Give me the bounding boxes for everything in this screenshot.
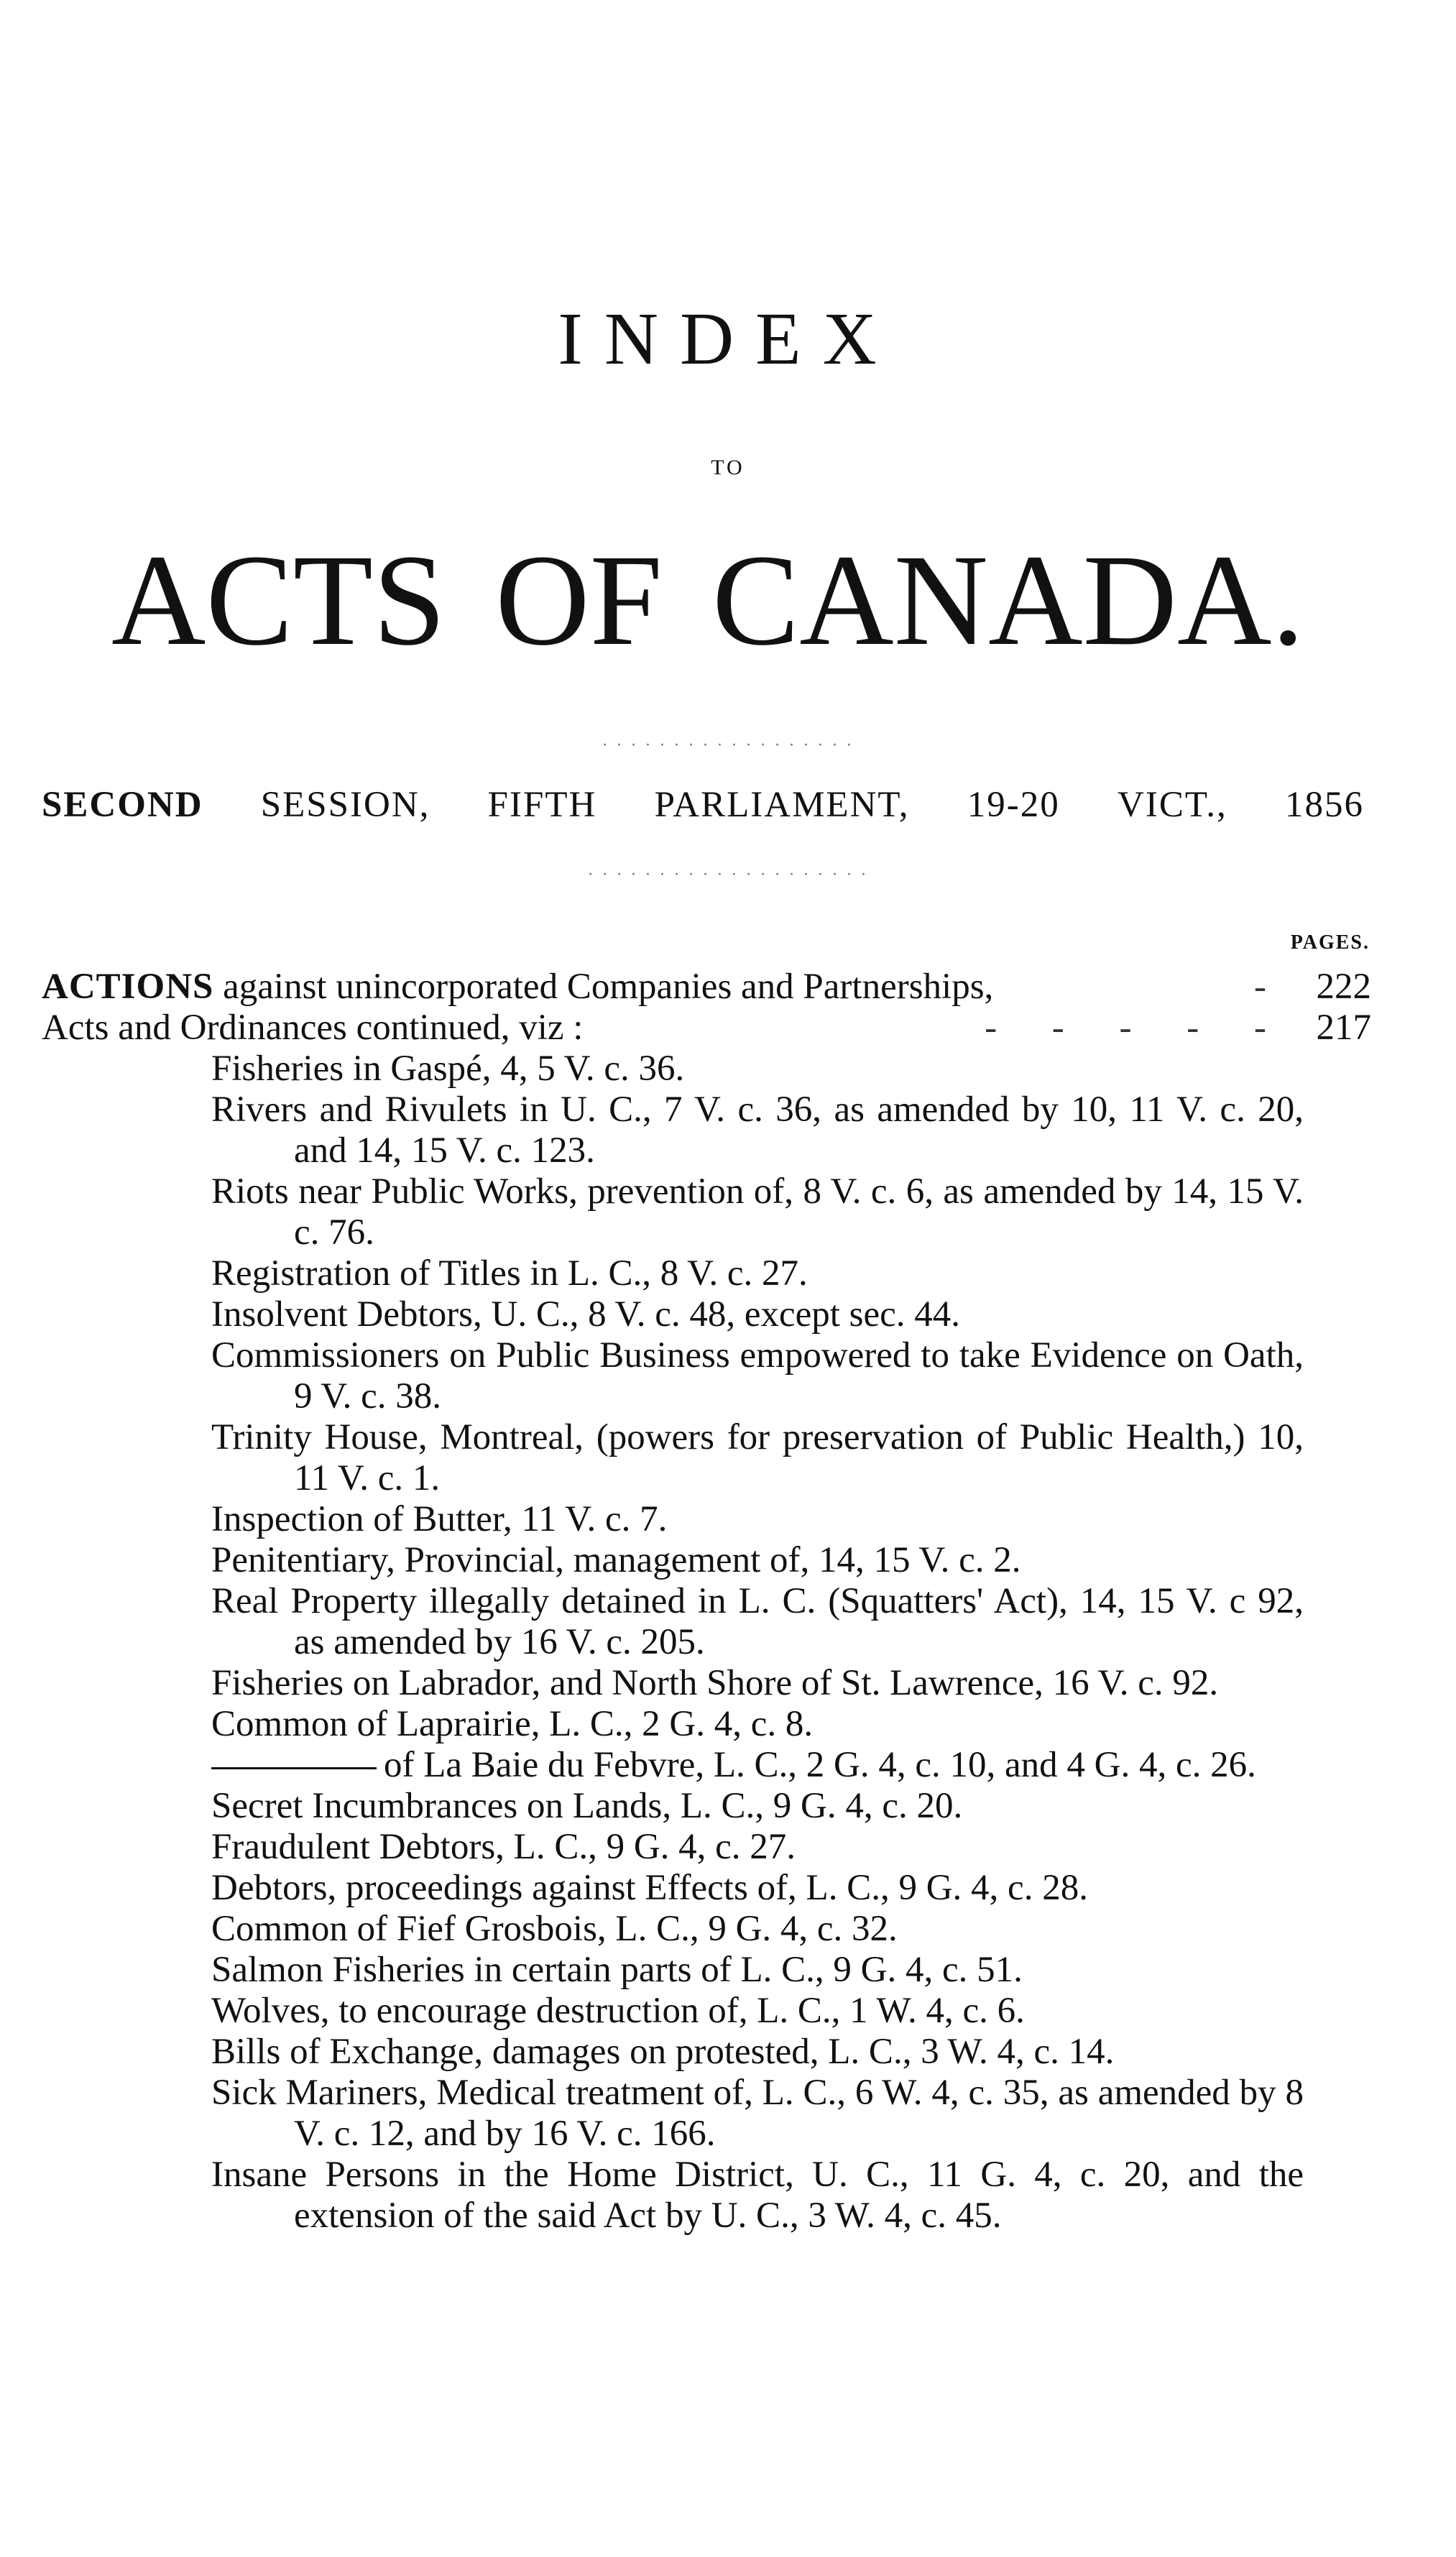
sub-entry-text: Sick Mariners, Medical treatment of, L. C., 6 W. 4, c. 35, as amended by 8 V. c. 12, and by 16 V. c. 166. bbox=[211, 2073, 1304, 2154]
sub-entry-text: Real Property illegally detained in L. C. (Squatters' Act), 14, 15 V. c 92, as amended by 16 V. c. 205. bbox=[211, 1581, 1304, 1662]
heading-word: ACTS bbox=[111, 528, 446, 673]
to-heading: TO bbox=[711, 456, 745, 479]
sub-entry-text: Common of Fief Grosbois, L. C., 9 G. 4, c. 32. bbox=[211, 1909, 898, 1949]
heading-word: CANADA. bbox=[711, 528, 1304, 673]
sub-entry-text: Wolves, to encourage destruction of, L. C., 1 W. 4, c. 6. bbox=[211, 1991, 1025, 2031]
index-entry bbox=[42, 1008, 1371, 1049]
index-entry bbox=[42, 967, 1371, 1008]
sub-entry bbox=[211, 1335, 1304, 1417]
sub-entry-text: Secret Incumbrances on Lands, L. C., 9 G. 4, c. 20. bbox=[211, 1786, 963, 1826]
sub-entry bbox=[211, 1786, 1304, 1827]
session-word: FIFTH bbox=[487, 785, 597, 825]
sub-entry bbox=[211, 1827, 1304, 1868]
sub-entry bbox=[211, 1540, 1304, 1581]
sub-entry-text: of La Baie du Febvre, L. C., 2 G. 4, c. 10, and 4 G. 4, c. 26. bbox=[384, 1745, 1256, 1785]
dotted-rule-top: · · · · · · · · · · · · · · · · · · bbox=[602, 736, 854, 755]
sub-entry-text: Riots near Public Works, prevention of, 8 V. c. 6, as amended by 14, 15 V. c. 76. bbox=[211, 1171, 1304, 1253]
pages-column-heading: PAGES. bbox=[1290, 931, 1370, 954]
session-word: SESSION, bbox=[260, 785, 430, 825]
sub-entry bbox=[211, 1089, 1304, 1171]
sub-entry-text: Fraudulent Debtors, L. C., 9 G. 4, c. 27. bbox=[211, 1827, 796, 1867]
sub-entry bbox=[211, 1171, 1304, 1253]
sub-entry-text: Registration of Titles in L. C., 8 V. c. 27. bbox=[211, 1253, 808, 1294]
sub-entry bbox=[211, 1499, 1304, 1540]
sub-entry-text: Salmon Fisheries in certain parts of L. C., 9 G. 4, c. 51. bbox=[211, 1950, 1023, 1990]
sub-entry bbox=[211, 1909, 1304, 1950]
dot-leader: - bbox=[1254, 967, 1289, 1007]
session-word: 1856 bbox=[1284, 785, 1364, 825]
entry-page-number: 217 bbox=[1316, 1008, 1371, 1048]
entry-keyword: ACTIONS bbox=[42, 967, 214, 1007]
sub-entry-text: Insolvent Debtors, U. C., 8 V. c. 48, except sec. 44. bbox=[211, 1294, 961, 1335]
sub-entries-list bbox=[211, 1049, 1304, 2236]
sub-entry bbox=[211, 2073, 1304, 2155]
sub-entry-text: Rivers and Rivulets in U. C., 7 V. c. 36, as amended by 10, 11 V. c. 20, and 14, 15 V. c. 123. bbox=[211, 1089, 1304, 1171]
session-ordinal: SECOND bbox=[42, 785, 203, 825]
entry-text: Acts and Ordinances continued, viz : bbox=[42, 1008, 584, 1048]
sub-entry-text: Inspection of Butter, 11 V. c. 7. bbox=[211, 1499, 668, 1539]
session-line bbox=[42, 787, 1364, 824]
sub-entry bbox=[211, 1704, 1304, 1745]
session-word: 19-20 bbox=[967, 785, 1060, 825]
sub-entry-text: Commissioners on Public Business empowered to take Evidence on Oath, 9 V. c. 38. bbox=[211, 1335, 1304, 1416]
sub-entry-text: Penitentiary, Provincial, management of, 14, 15 V. c. 2. bbox=[211, 1540, 1021, 1580]
sub-entry bbox=[211, 1581, 1304, 1663]
sub-entry bbox=[211, 1417, 1304, 1499]
index-heading: INDEX bbox=[558, 298, 898, 380]
sub-entry-text: Bills of Exchange, damages on protested, L. C., 3 W. 4, c. 14. bbox=[211, 2032, 1115, 2072]
entry-page-number: 222 bbox=[1316, 967, 1371, 1007]
sub-entry bbox=[211, 1253, 1304, 1294]
dotted-rule-bottom: · · · · · · · · · · · · · · · · · · · · bbox=[587, 865, 869, 884]
sub-entry-text: Fisheries on Labrador, and North Shore of St. Lawrence, 16 V. c. 92. bbox=[211, 1663, 1219, 1703]
sub-entry bbox=[211, 1294, 1304, 1335]
sub-entry bbox=[211, 1663, 1304, 1704]
acts-of-canada-heading bbox=[111, 528, 1304, 673]
sub-entry-text: Fisheries in Gaspé, 4, 5 V. c. 36. bbox=[211, 1049, 685, 1089]
sub-entry-text: Trinity House, Montreal, (powers for preservation of Public Health,) 10, 11 V. c. 1. bbox=[211, 1417, 1304, 1498]
session-word: VICT., bbox=[1118, 785, 1227, 825]
sub-entry bbox=[211, 1049, 1304, 1089]
sub-entry bbox=[211, 1950, 1304, 1991]
sub-entry-text: Debtors, proceedings against Effects of, L. C., 9 G. 4, c. 28. bbox=[211, 1868, 1088, 1908]
sub-entry bbox=[211, 1991, 1304, 2032]
heading-word: OF bbox=[495, 528, 663, 673]
session-word: PARLIAMENT, bbox=[654, 785, 910, 825]
sub-entry bbox=[211, 1745, 1304, 1786]
sub-entry bbox=[211, 2155, 1304, 2236]
sub-entry-text: Common of Laprairie, L. C., 2 G. 4, c. 8. bbox=[211, 1704, 814, 1744]
sub-entry bbox=[211, 2032, 1304, 2073]
sub-entry bbox=[211, 1868, 1304, 1909]
index-entries bbox=[42, 967, 1371, 2236]
entry-text: against unincorporated Companies and Partnerships, bbox=[213, 967, 994, 1007]
sub-entry-text: Insane Persons in the Home District, U. C., 11 G. 4, c. 20, and the extension of the said Act by U. C., 3 W. 4, c. 45. bbox=[211, 2155, 1304, 2236]
ditto-dash bbox=[211, 1767, 377, 1769]
dot-leader: - - - - - bbox=[985, 1008, 1289, 1048]
